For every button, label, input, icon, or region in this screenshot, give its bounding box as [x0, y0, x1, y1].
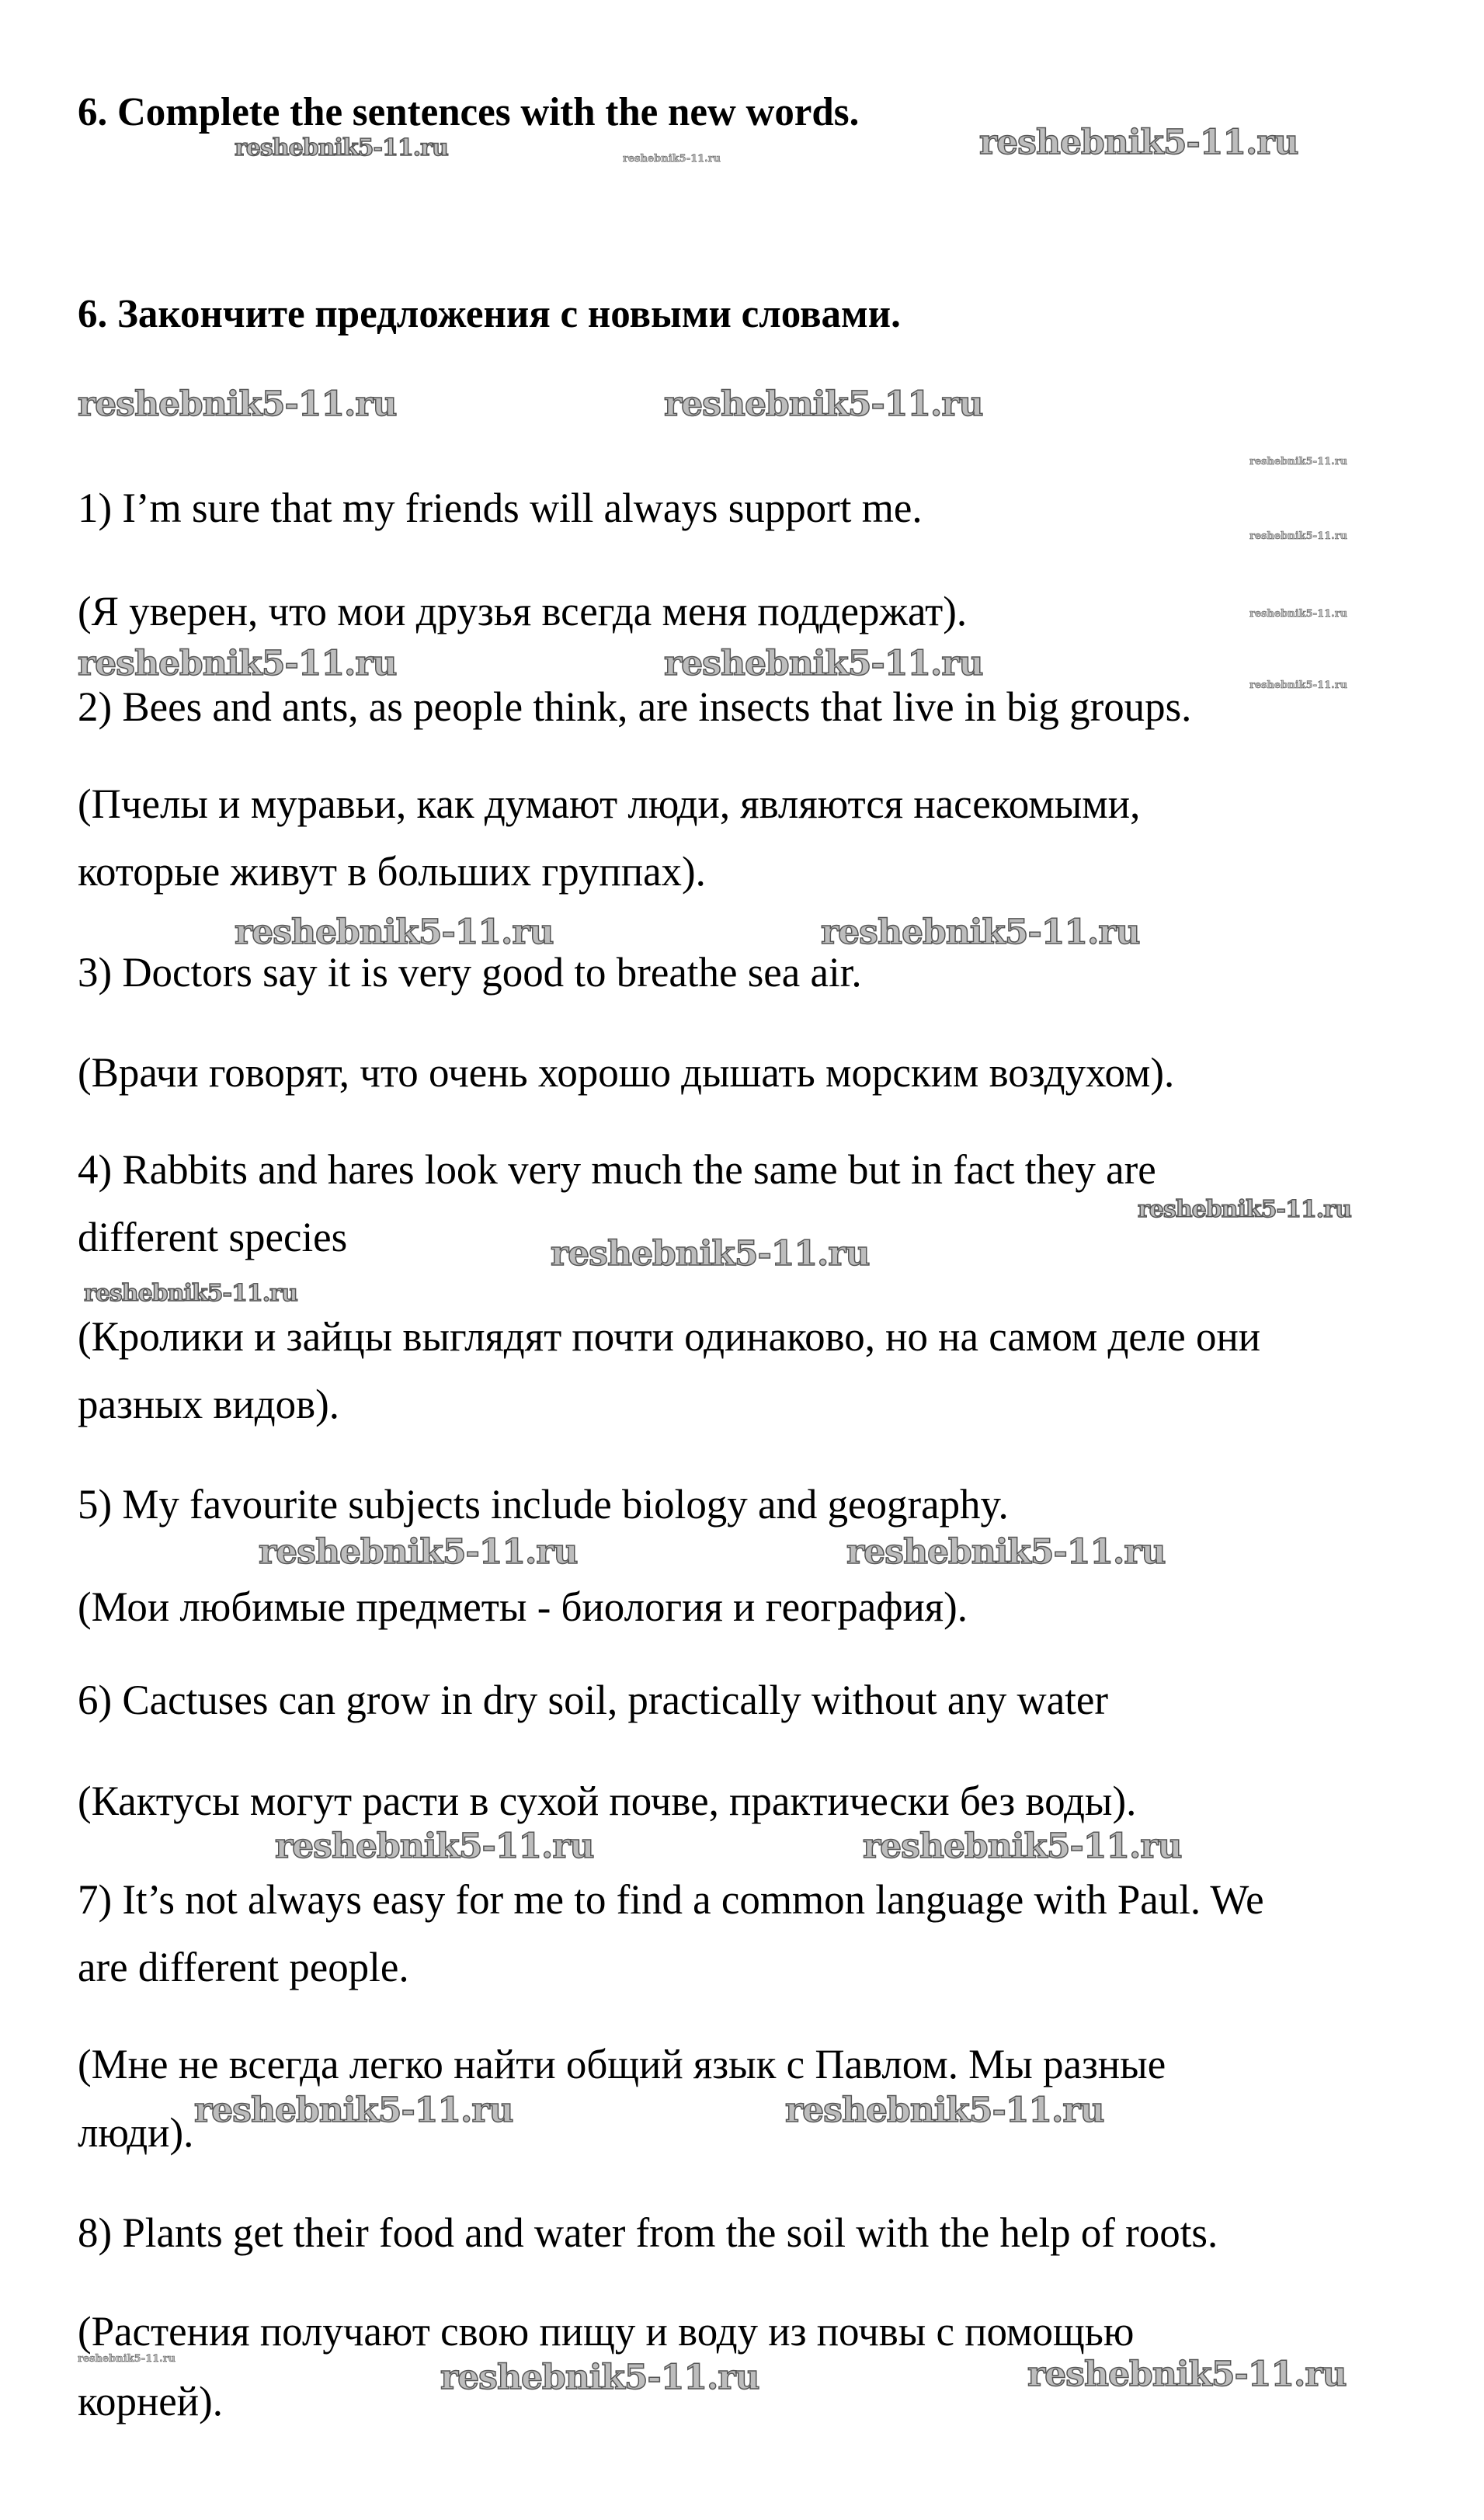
watermark: reshebnik5-11.ru	[551, 1234, 870, 1274]
watermark: reshebnik5-11.ru	[785, 2091, 1104, 2130]
translation-russian-2: которые живут в больших группах).	[78, 848, 706, 895]
heading-english: 6. Complete the sentences with the new words.	[78, 90, 860, 134]
watermark: reshebnik5-11.ru	[846, 1532, 1166, 1572]
watermark: reshebnik5-11.ru	[78, 384, 397, 424]
translation-russian-4: разных видов).	[78, 1381, 339, 1427]
watermark: reshebnik5-11.ru	[78, 644, 397, 683]
sentence-english-1: 1) I’m sure that my friends will always support me.	[78, 485, 923, 531]
watermark: reshebnik5-11.ru	[84, 1280, 297, 1307]
watermark: reshebnik5-11.ru	[1027, 2355, 1347, 2394]
watermark: reshebnik5-11.ru	[235, 134, 448, 162]
sentence-english-7: are different people.	[78, 1944, 409, 1990]
watermark: reshebnik5-11.ru	[275, 1827, 594, 1866]
watermark: reshebnik5-11.ru	[1249, 680, 1348, 691]
translation-russian-8: (Растения получают свою пищу и воду из почвы с помощью	[78, 2308, 1135, 2355]
sentence-english-6: 6) Cactuses can grow in dry soil, practically without any water	[78, 1677, 1109, 1723]
sentence-english-3: 3) Doctors say it is very good to breathe sea air.	[78, 949, 862, 996]
watermark: reshebnik5-11.ru	[863, 1827, 1182, 1866]
sentence-english-7: 7) It’s not always easy for me to find a common language with Paul. We	[78, 1876, 1264, 1923]
watermark: reshebnik5-11.ru	[1249, 530, 1348, 542]
watermark: reshebnik5-11.ru	[664, 644, 983, 683]
watermark: reshebnik5-11.ru	[821, 912, 1140, 952]
translation-russian-3: (Врачи говорят, что очень хорошо дышать морским воздухом).	[78, 1049, 1175, 1096]
sentence-english-5: 5) My favourite subjects include biology and geography.	[78, 1481, 1009, 1528]
heading-russian: 6. Закончите предложения с новыми словами.	[78, 292, 901, 336]
watermark: reshebnik5-11.ru	[78, 2353, 176, 2365]
sentence-english-4: 4) Rabbits and hares look very much the same but in fact they are	[78, 1146, 1156, 1193]
watermark: reshebnik5-11.ru	[440, 2358, 759, 2397]
watermark: reshebnik5-11.ru	[1249, 456, 1348, 468]
sentence-english-2: 2) Bees and ants, as people think, are insects that live in big groups.	[78, 683, 1192, 730]
watermark: reshebnik5-11.ru	[259, 1532, 578, 1572]
sentence-english-8: 8) Plants get their food and water from the soil with the help of roots.	[78, 2209, 1218, 2256]
translation-russian-4: (Кролики и зайцы выглядят почти одинаково, но на самом деле они	[78, 1313, 1261, 1360]
translation-russian-6: (Кактусы могут расти в сухой почве, практически без воды).	[78, 1778, 1137, 1824]
watermark: reshebnik5-11.ru	[194, 2091, 513, 2130]
translation-russian-7: (Мне не всегда легко найти общий язык с Павлом. Мы разные	[78, 2041, 1166, 2087]
watermark: reshebnik5-11.ru	[235, 912, 554, 952]
translation-russian-8: корней).	[78, 2378, 223, 2424]
translation-russian-2: (Пчелы и муравьи, как думают люди, являются насекомыми,	[78, 780, 1141, 827]
watermark: reshebnik5-11.ru	[1249, 608, 1348, 620]
translation-russian-5: (Мои любимые предметы - биология и география).	[78, 1583, 968, 1630]
watermark: reshebnik5-11.ru	[1138, 1196, 1351, 1223]
sentence-english-4: different species	[78, 1214, 348, 1260]
translation-russian-1: (Я уверен, что мои друзья всегда меня поддержат).	[78, 588, 968, 634]
watermark: reshebnik5-11.ru	[664, 384, 983, 424]
watermark: reshebnik5-11.ru	[623, 153, 721, 165]
translation-russian-7: люди).	[78, 2109, 194, 2156]
watermark: reshebnik5-11.ru	[979, 123, 1298, 162]
